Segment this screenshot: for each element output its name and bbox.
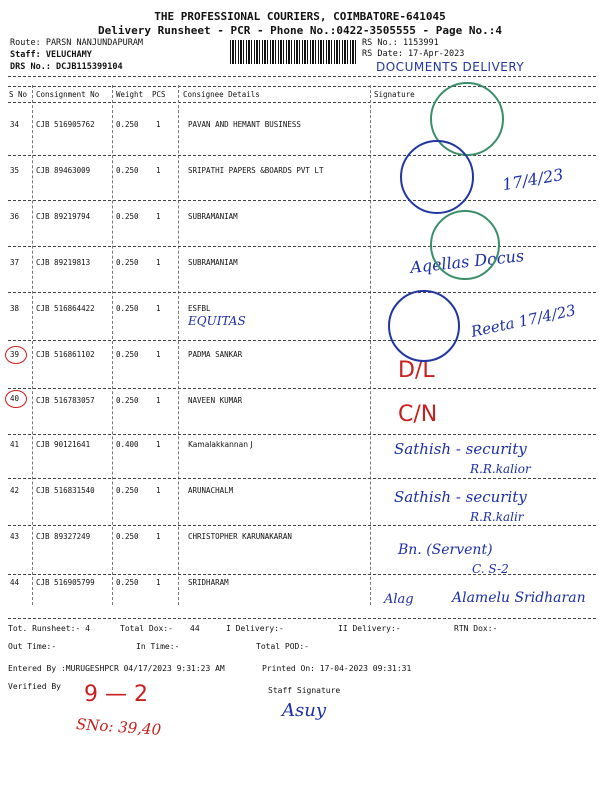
- column-divider: [112, 85, 113, 605]
- row-pcs: 1: [156, 304, 161, 313]
- row-consignee: ARUNACHALM: [188, 486, 234, 495]
- row-consignment: CJB 516905799: [36, 578, 95, 587]
- row-consignment: CJB 516861102: [36, 350, 95, 359]
- total-dox-label: Total Dox:-: [120, 624, 173, 633]
- row-weight: 0.250: [116, 396, 139, 405]
- tot-runsheet: Tot. Runsheet:- 4: [8, 624, 90, 633]
- row-consignee: PAVAN AND HEMANT BUSINESS: [188, 120, 301, 129]
- row-weight: 0.250: [116, 486, 139, 495]
- row-consignment: CJB 89463009: [36, 166, 91, 175]
- row-consignment: CJB 516864422: [36, 304, 95, 313]
- rs-number: RS No.: 1153991: [362, 38, 439, 48]
- row-pcs: 1: [156, 350, 161, 359]
- total-pod: Total POD:-: [256, 642, 309, 651]
- rule: [8, 86, 596, 87]
- handwritten-signature: Bn. (Servent): [398, 542, 493, 558]
- col-signature: Signature: [374, 90, 415, 99]
- row-consignee: SUBRAMANIAM: [188, 258, 238, 267]
- verified-by: Verified By: [8, 682, 61, 691]
- row-consignment: CJB 89219794: [36, 212, 91, 221]
- staff-signature-label: Staff Signature: [268, 686, 341, 695]
- handwritten-status: C/N: [398, 402, 438, 427]
- barcode: [230, 40, 358, 64]
- row-sno: 44: [10, 578, 20, 587]
- rule: [8, 574, 596, 575]
- row-weight: 0.250: [116, 350, 139, 359]
- row-weight: 0.250: [116, 304, 139, 313]
- sno-note: SNo: 39,40: [75, 715, 162, 739]
- rule: [8, 200, 596, 201]
- ii-delivery: II Delivery:-: [338, 624, 401, 633]
- row-pcs: 1: [156, 486, 161, 495]
- row-pcs: 1: [156, 532, 161, 541]
- handwritten-signature: Alamelu Sridharan: [452, 590, 586, 606]
- row-pcs: 1: [156, 258, 161, 267]
- handwritten-signature-line2: C. S-2: [472, 562, 509, 576]
- rule: [8, 102, 596, 103]
- in-time: In Time:-: [136, 642, 180, 651]
- company-stamp: [400, 140, 474, 214]
- staff-signature: Asuy: [282, 700, 326, 721]
- col-consignee: Consignee Details: [183, 90, 260, 99]
- row-sno: 41: [10, 440, 20, 449]
- row-sno: 34: [10, 120, 20, 129]
- row-consignee: SRIDHARAM: [188, 578, 229, 587]
- row-consignment: CJB 90121641: [36, 440, 91, 449]
- row-pcs: 1: [156, 578, 161, 587]
- staff-info: Staff: VELUCHAMY: [10, 50, 92, 60]
- row-consignee: NAVEEN KUMAR: [188, 396, 243, 405]
- row-weight: 0.250: [116, 166, 139, 175]
- row-sno: 40: [10, 394, 20, 403]
- row-weight: 0.250: [116, 532, 139, 541]
- column-divider: [32, 85, 33, 605]
- row-consignee: ESFBL: [188, 304, 211, 313]
- company-stamp: [388, 290, 460, 362]
- row-consignment: CJB 89327249: [36, 532, 91, 541]
- row-pcs: 1: [156, 120, 161, 129]
- rule: [8, 76, 596, 77]
- handwritten-initials: Alag: [384, 592, 414, 607]
- total-dox-value: 44: [190, 624, 200, 633]
- handwritten-note: EQUITAS: [188, 314, 246, 328]
- col-weight: Weight: [116, 90, 144, 99]
- out-time: Out Time:-: [8, 642, 57, 651]
- row-consignment: CJB 516831540: [36, 486, 95, 495]
- row-sno: 35: [10, 166, 20, 175]
- row-pcs: 1: [156, 440, 161, 449]
- column-divider: [370, 85, 371, 605]
- row-weight: 0.250: [116, 212, 139, 221]
- row-pcs: 1: [156, 212, 161, 221]
- row-weight: 0.250: [116, 258, 139, 267]
- rule: [8, 340, 596, 341]
- row-pcs: 1: [156, 166, 161, 175]
- company-stamp: [430, 210, 500, 280]
- handwritten-signature: Sathish - security: [394, 488, 527, 506]
- handwritten-signature-line2: R.R.kalir: [470, 510, 524, 524]
- rule: [8, 478, 596, 479]
- column-divider: [178, 85, 179, 605]
- col-consignment: Consignment No: [36, 90, 100, 99]
- row-consignee: PADMA SANKAR: [188, 350, 243, 359]
- rule: [8, 434, 596, 435]
- row-consignment: CJB 89219813: [36, 258, 91, 267]
- row-weight: 0.400: [116, 440, 139, 449]
- handwritten-status: D/L: [398, 358, 435, 383]
- rs-date: RS Date: 17-Apr-2023: [362, 49, 465, 59]
- row-weight: 0.250: [116, 120, 139, 129]
- row-consignee: CHRISTOPHER KARUNAKARAN: [188, 532, 292, 541]
- i-delivery: I Delivery:-: [226, 624, 284, 633]
- row-consignee: SUBRAMANIAM: [188, 212, 238, 221]
- col-sno: S No: [9, 90, 28, 99]
- row-sno: 43: [10, 532, 20, 541]
- handwritten-signature: Sathish - security: [394, 440, 527, 458]
- row-sno: 37: [10, 258, 20, 267]
- row-weight: 0.250: [116, 578, 139, 587]
- printed-on: Printed On: 17-04-2023 09:31:31: [262, 664, 412, 673]
- runsheet-subtitle: Delivery Runsheet - PCR - Phone No.:0422-3505555 - Page No.:4: [98, 24, 502, 37]
- row-sno: 36: [10, 212, 20, 221]
- rule: [8, 618, 596, 619]
- rule: [8, 525, 596, 526]
- row-sno: 38: [10, 304, 20, 313]
- row-consignment: CJB 516783057: [36, 396, 95, 405]
- drs-number: DRS No.: DCJB115399104: [10, 62, 123, 72]
- rule: [8, 292, 596, 293]
- col-pcs: PCS: [152, 90, 166, 99]
- rule: [8, 155, 596, 156]
- company-title: THE PROFESSIONAL COURIERS, COIMBATORE-641045: [154, 10, 446, 23]
- handwritten-signature: 17/4/23: [500, 164, 565, 195]
- row-pcs: 1: [156, 396, 161, 405]
- handwritten-signature: Aqellas Docus: [409, 246, 525, 277]
- verified-note: 9 — 2: [84, 682, 148, 707]
- rtn-dox: RTN Dox:-: [454, 624, 498, 633]
- row-consignee: Kamalakkannan J: [188, 440, 253, 449]
- row-sno: 39: [10, 350, 20, 359]
- documents-delivery-stamp: DOCUMENTS DELIVERY: [376, 60, 525, 74]
- row-consignment: CJB 516905762: [36, 120, 95, 129]
- entered-by: Entered By :MURUGESHPCR 04/17/2023 9:31:23 AM: [8, 664, 225, 673]
- rule: [8, 388, 596, 389]
- row-consignee: SRIPATHI PAPERS &BOARDS PVT LT: [188, 166, 324, 175]
- handwritten-signature: Reeta 17/4/23: [469, 301, 578, 341]
- handwritten-signature-line2: R.R.kalior: [470, 462, 531, 476]
- row-sno: 42: [10, 486, 20, 495]
- route-info: Route: PARSN NANJUNDAPURAM: [10, 38, 144, 48]
